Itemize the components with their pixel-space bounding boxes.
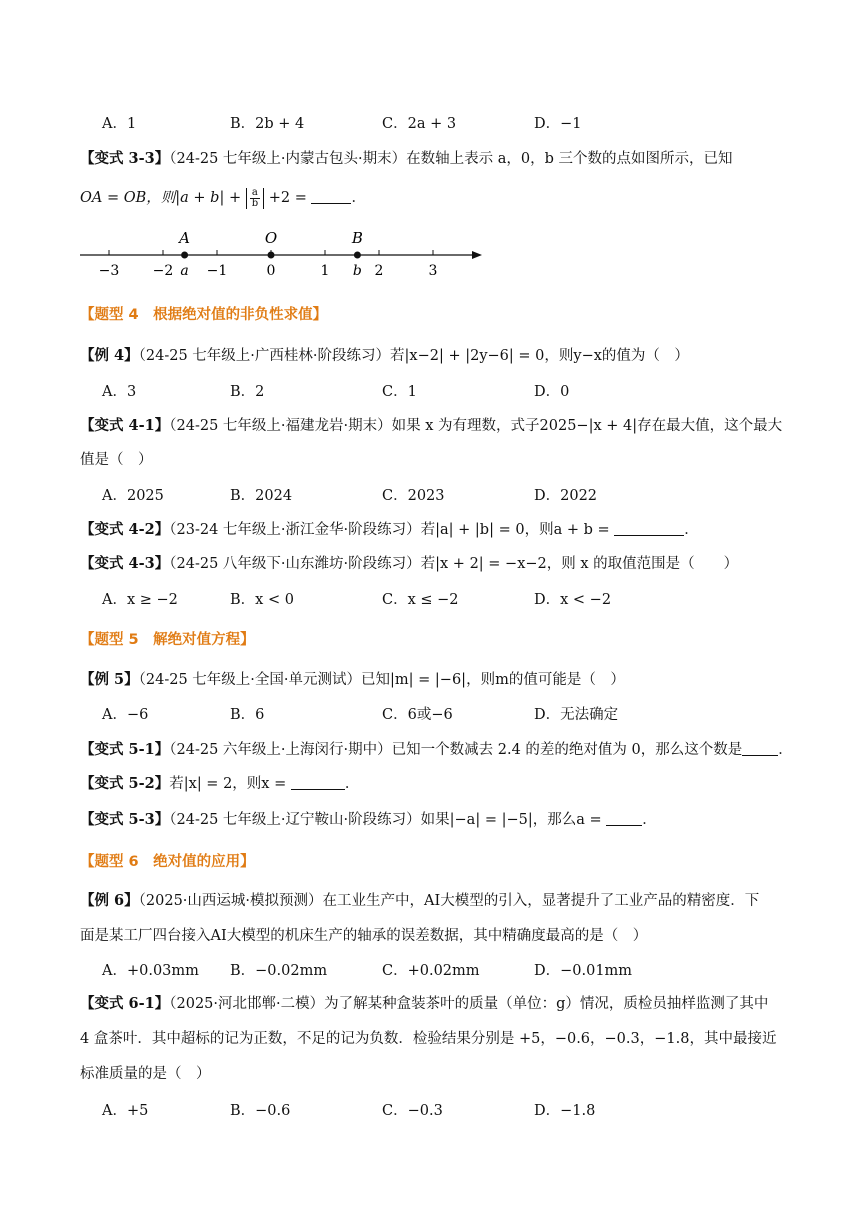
options-row <box>102 112 742 132</box>
period: ． <box>642 812 657 828</box>
question-v43 <box>80 552 738 573</box>
fraction <box>250 188 260 209</box>
tick-label: 1 <box>320 263 330 279</box>
options-row <box>102 959 742 979</box>
question-source: （24-25 八年级下·山东潍坊·阶段练习） <box>169 556 421 572</box>
answer-blank[interactable] <box>606 811 642 826</box>
question-text: 在工业生产中，AI大模型的引入，显著提升了工业产品的精密度．下 <box>322 893 760 909</box>
section-title-5: 【题型 5 解绝对值方程】 <box>80 632 255 648</box>
question-ex6 <box>80 889 759 910</box>
tick-label: −3 <box>98 263 120 279</box>
question-text: 若|x−2| + |2y−6| = 0，则y−x的值为（ ） <box>390 348 689 364</box>
option-b: B．−0.6 <box>230 1103 291 1119</box>
question-text: 已知|m| = |−6|，则m的值可能是（ ） <box>361 672 625 688</box>
option-b: B．2024 <box>230 488 293 504</box>
question-source: （24-25 七年级上·辽宁鞍山·阶段练习） <box>169 812 421 828</box>
option-d: D．−1 <box>534 116 582 132</box>
question-v61 <box>80 992 768 1013</box>
section-title-4: 【题型 4 根据绝对值的非负性求值】 <box>80 307 328 323</box>
options-row <box>102 588 742 608</box>
question-ex5 <box>80 668 625 689</box>
option-d: D．无法确定 <box>534 707 619 723</box>
option-c: C．+0.02mm <box>382 963 480 979</box>
question-v41 <box>80 414 782 435</box>
question-text: 如果|−a| = |−5|，那么a = <box>420 812 607 828</box>
question-label: 【例 6】 <box>80 892 139 909</box>
point-marker <box>181 252 188 259</box>
option-a: A．+5 <box>102 1103 149 1119</box>
equation-start: OA = OB，则|a + b| + <box>80 190 246 206</box>
answer-blank[interactable] <box>614 521 684 536</box>
point-marker <box>268 252 275 259</box>
tick-label: −2 <box>152 263 174 279</box>
question-source: （2025·山西运城·模拟预测） <box>138 893 323 909</box>
question-label: 【变式 5-1】 <box>80 741 170 758</box>
option-c: C．x ≤ −2 <box>382 592 459 608</box>
question-ex4 <box>80 344 689 365</box>
option-d: D．2022 <box>534 488 598 504</box>
question-v61-line3: 标准质量的是（ ） <box>80 1066 211 1082</box>
period: ． <box>344 776 360 792</box>
question-label: 【变式 4-1】 <box>80 417 170 434</box>
question-v51 <box>80 738 793 759</box>
option-a: A．+0.03mm <box>102 963 199 979</box>
number-line <box>70 222 490 282</box>
option-b: B．2b + 4 <box>230 116 305 132</box>
tick-label: 2 <box>374 263 384 279</box>
question-ex6-line2: 面是某工厂四台接入AI大模型的机床生产的轴承的误差数据，其中精确度最高的是（ ） <box>80 928 648 944</box>
question-v33-line2 <box>80 186 366 209</box>
question-v53 <box>80 808 657 829</box>
option-d: D．0 <box>534 384 570 400</box>
question-v52 <box>80 772 359 793</box>
options-row <box>102 380 742 400</box>
options-row <box>102 1099 742 1119</box>
period: ． <box>778 742 793 758</box>
options-row <box>102 703 742 723</box>
question-source: （23-24 七年级上·浙江金华·阶段练习） <box>169 522 421 538</box>
option-c: C．1 <box>382 384 417 400</box>
period: ． <box>684 522 699 538</box>
tick-label: 3 <box>428 263 438 279</box>
question-label: 【变式 5-3】 <box>80 811 170 828</box>
question-text: 若|a| + |b| = 0，则a + b = <box>420 522 615 538</box>
answer-blank[interactable] <box>291 775 345 790</box>
options-row <box>102 484 742 504</box>
equation-end: +2 = <box>264 190 312 206</box>
question-label: 【例 5】 <box>80 671 139 688</box>
question-label: 【变式 3-3】 <box>80 150 170 167</box>
option-a: A．1 <box>102 116 137 132</box>
question-v33 <box>80 147 733 168</box>
answer-blank[interactable] <box>311 189 351 204</box>
tick-label: −1 <box>206 263 228 279</box>
point-label: B <box>351 229 363 247</box>
point-marker <box>354 252 361 259</box>
tick-label: 0 <box>266 263 276 279</box>
answer-blank[interactable] <box>742 741 778 756</box>
point-label: A <box>179 229 191 247</box>
question-v41-line2: 值是（ ） <box>80 452 153 468</box>
option-b: B．−0.02mm <box>230 963 328 979</box>
question-source: （24-25 七年级上·广西桂林·阶段练习） <box>138 348 391 364</box>
arrow-icon <box>472 251 482 259</box>
option-a: A．2025 <box>102 488 164 504</box>
question-text: 在数轴上表示 a，0，b 三个数的点如图所示，已知 <box>406 151 733 167</box>
question-text: 若|x| = 2，则x = <box>169 776 291 792</box>
option-c: C．2a + 3 <box>382 116 457 132</box>
question-label: 【变式 6-1】 <box>80 995 170 1012</box>
option-b: B．x < 0 <box>230 592 294 608</box>
question-text: 如果 x 为有理数，式子2025−|x + 4|存在最大值，这个最大 <box>391 418 783 434</box>
question-text: 若|x + 2| = −x−2，则 x 的取值范围是（ ） <box>420 556 739 572</box>
question-text: 为了解某种盒装茶叶的质量（单位：g）情况，质检员抽样监测了其中 <box>324 996 769 1012</box>
question-label: 【变式 4-3】 <box>80 555 170 572</box>
abs-fraction <box>246 188 264 209</box>
question-label: 【例 4】 <box>80 347 139 364</box>
point-variable: b <box>352 263 362 279</box>
question-source: （24-25 七年级上·全国·单元测试） <box>138 672 362 688</box>
question-v61-line2: 4 盒茶叶．其中超标的记为正数，不足的记为负数．检验结果分别是 +5，−0.6，−0.3，−1.8，其中最接近 <box>80 1031 777 1047</box>
question-source: （24-25 七年级上·福建龙岩·期末） <box>169 418 392 434</box>
option-d: D．−0.01mm <box>534 963 633 979</box>
question-text: 已知一个数减去 2.4 的差的绝对值为 0，那么这个数是 <box>391 742 743 758</box>
period: ． <box>351 190 366 206</box>
option-b: B．2 <box>230 384 265 400</box>
section-title-6: 【题型 6 绝对值的应用】 <box>80 854 255 870</box>
option-c: C．−0.3 <box>382 1103 443 1119</box>
fraction-denominator: b <box>251 197 259 209</box>
question-source: （24-25 七年级上·内蒙古包头·期末） <box>169 151 407 167</box>
option-a: A．3 <box>102 384 137 400</box>
option-c: C．6或−6 <box>382 707 453 723</box>
fraction-numerator: a <box>250 188 260 199</box>
question-label: 【变式 5-2】 <box>80 775 170 792</box>
option-d: D．x < −2 <box>534 592 612 608</box>
option-c: C．2023 <box>382 488 445 504</box>
question-source: （24-25 六年级上·上海闵行·期中） <box>169 742 392 758</box>
point-label: O <box>264 229 278 247</box>
option-b: B．6 <box>230 707 265 723</box>
option-a: A．−6 <box>102 707 149 723</box>
option-d: D．−1.8 <box>534 1103 596 1119</box>
question-source: （2025·河北邯郸·二模） <box>169 996 325 1012</box>
question-label: 【变式 4-2】 <box>80 521 170 538</box>
option-a: A．x ≥ −2 <box>102 592 178 608</box>
question-v42 <box>80 518 699 539</box>
point-variable: a <box>180 263 189 279</box>
